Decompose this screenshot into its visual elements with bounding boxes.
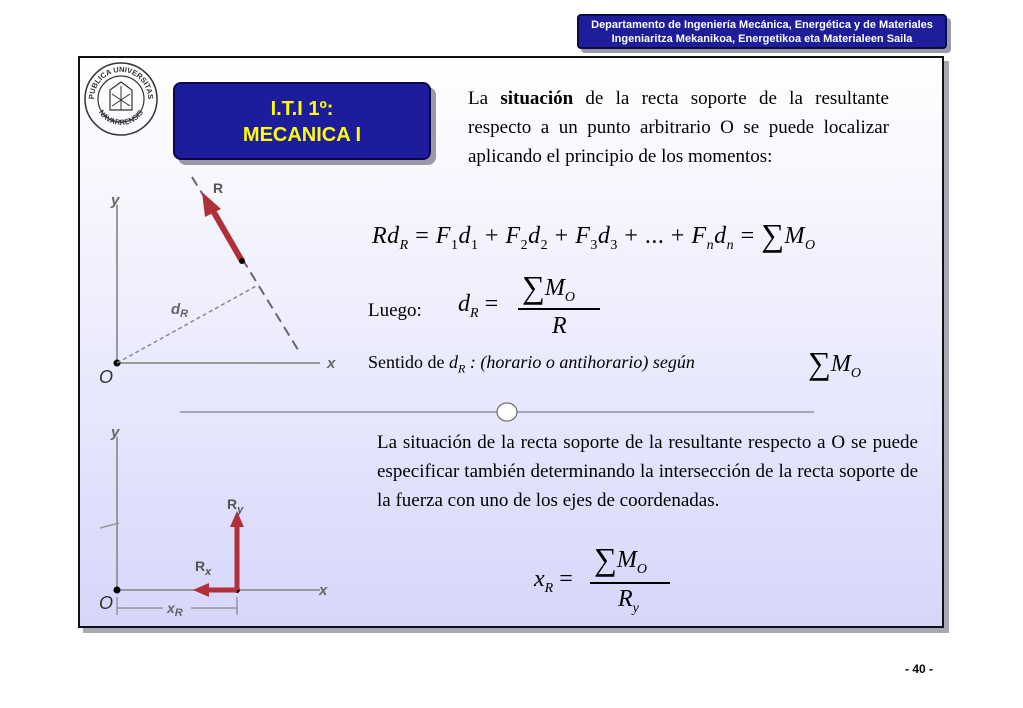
diag1-dr-label: $d_R$ xyxy=(171,301,189,320)
course-title-line-1: I.T.I 1º: xyxy=(270,98,334,120)
diag2-origin-label: O xyxy=(99,593,114,613)
diag2-x-label: x xyxy=(319,582,328,599)
header-line-1: Departamento de Ingeniería Mecánica, Energética y de Materiales xyxy=(591,19,933,31)
diag2-y-label: y xyxy=(111,425,120,441)
diag2-rx-label: $R_x$ xyxy=(195,558,212,578)
paragraph-situacion: La situación de la recta soporte de la resultante respecto a un punto arbitrario O se puede localizar aplicando el principio de los momentos: xyxy=(468,88,889,167)
force-arrow-r xyxy=(212,209,242,261)
diagram-moment-arm xyxy=(95,175,345,390)
diag1-x-label: x xyxy=(327,355,336,372)
luego-label: Luego: xyxy=(368,300,422,321)
diag1-force-label: R xyxy=(213,180,224,196)
moment-equation: $Rd_R = F_1d_1 + F_2d_2 + F_3d_3$ + ... + $F_nd_n = \sum M_O$ xyxy=(372,217,816,253)
course-title-line-2: MECANICA I xyxy=(242,124,362,146)
dr-equation: $d_R$ = $\sum M_O$ R xyxy=(456,266,606,346)
xr-equation: $x_R$ = $\sum M_O$ $R_y$ xyxy=(532,538,682,622)
department-header xyxy=(577,14,947,49)
header-line-2: Ingeniaritza Mekanikoa, Energetikoa eta Materialeen Saila xyxy=(611,33,913,45)
seal-bottom-text: NAVARRENSIS xyxy=(96,108,146,127)
page-number: - 40 - xyxy=(905,662,934,676)
paragraph-interseccion: La situación de la recta soporte de la resultante respecto a O se puede especificar también determinando la intersección de la recta soporte de la fuerza con uno de los ejes de coordenadas. xyxy=(377,432,918,511)
sentido-line: Sentido de $d_R$ : (horario o antihorario) según xyxy=(368,352,695,376)
sum-moments-symbol: $\sum M_O$ xyxy=(808,345,861,381)
seal-top-text: PUBLICA UNIVERSITAS xyxy=(86,64,156,100)
diag1-origin-label: O xyxy=(99,367,114,387)
section-divider xyxy=(180,400,820,424)
diagram-intersection xyxy=(95,425,345,620)
diag2-xr-label: $x_R$ xyxy=(167,600,183,619)
course-title-box xyxy=(173,82,431,160)
university-seal-logo xyxy=(82,60,160,138)
moment-arm-dr xyxy=(117,285,258,363)
diag2-ry-label: $R_y$ xyxy=(227,496,244,516)
diag1-y-label: y xyxy=(111,192,120,209)
